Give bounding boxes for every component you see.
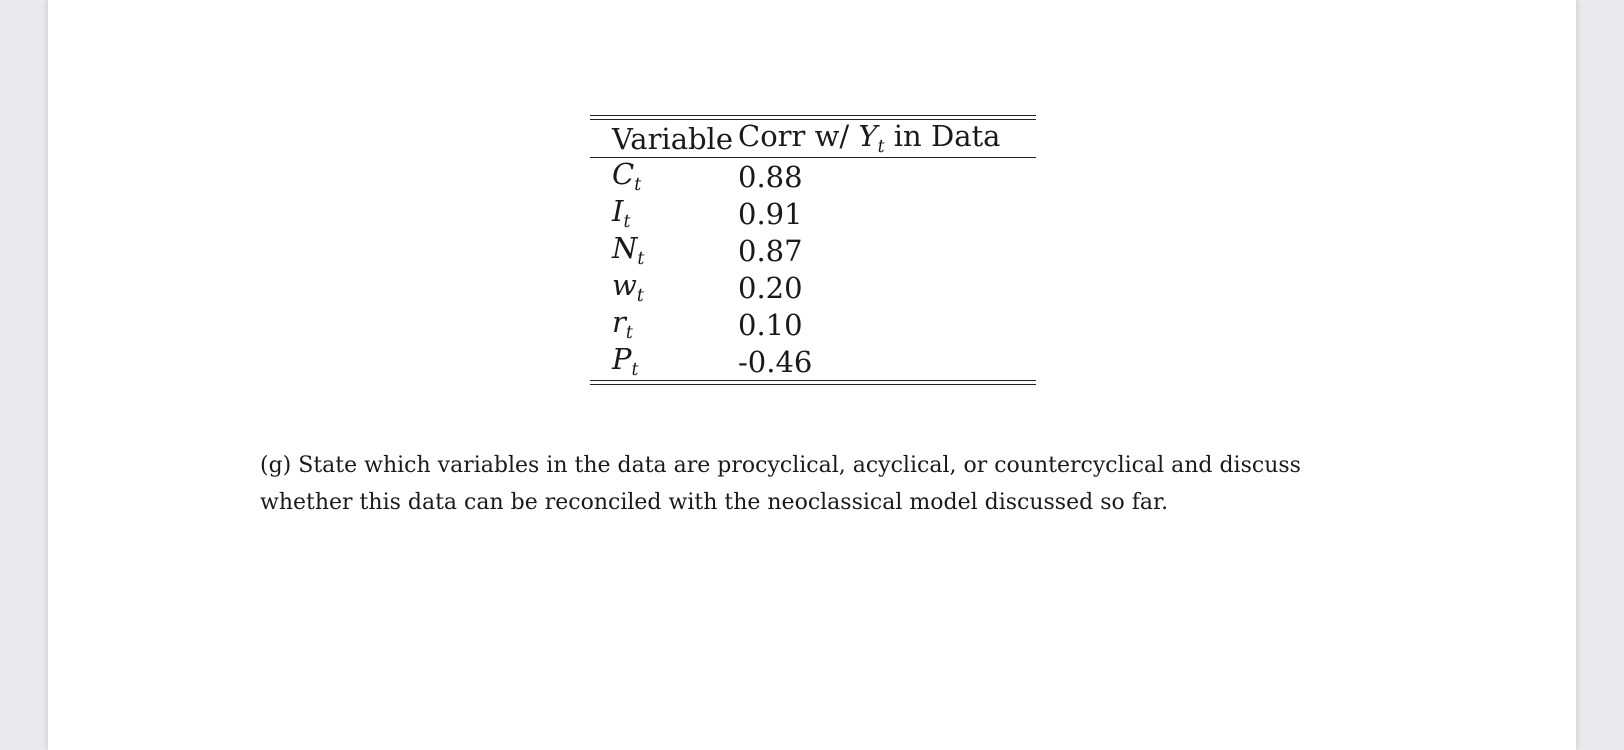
table-row [590, 269, 1036, 306]
header-variable: Variable [612, 121, 733, 156]
row-variable-symbol: C [612, 157, 635, 192]
row-variable-symbol: P [612, 342, 632, 377]
row-variable [590, 268, 738, 306]
header-corr-symbol-subscript: t [877, 137, 885, 158]
row-variable [590, 342, 738, 380]
row-value: 0.20 [738, 270, 803, 305]
row-variable-subscript: t [634, 175, 642, 196]
row-variable-symbol: N [612, 231, 638, 266]
row-value: -0.46 [738, 344, 813, 379]
row-variable-subscript: t [637, 249, 645, 270]
row-variable-subscript: t [636, 286, 644, 307]
row-value: 0.10 [738, 307, 803, 342]
row-variable [590, 231, 738, 269]
row-variable [590, 305, 738, 343]
row-variable [590, 194, 738, 232]
row-value: 0.87 [738, 233, 803, 268]
row-value: 0.91 [738, 196, 803, 231]
table-bottom-rule [590, 380, 1036, 385]
row-value: 0.88 [738, 159, 803, 194]
table-row [590, 306, 1036, 343]
table-row [590, 195, 1036, 232]
header-correlation [738, 119, 1036, 157]
table-row [590, 158, 1036, 195]
row-variable-subscript: t [631, 360, 639, 381]
header-corr-prefix: Corr w/ [738, 119, 859, 154]
row-variable-subscript: t [623, 212, 631, 233]
row-variable-subscript: t [625, 323, 633, 344]
row-variable-symbol: w [612, 268, 637, 303]
table-header-row [590, 120, 1036, 157]
header-corr-symbol-letter: Y [858, 119, 878, 154]
header-corr-suffix: in Data [884, 119, 1001, 154]
row-variable-symbol: I [612, 194, 624, 229]
document-page [48, 0, 1576, 750]
row-variable-symbol: r [612, 305, 626, 340]
table-row [590, 232, 1036, 269]
correlation-table [590, 115, 1036, 385]
header-corr-symbol [858, 119, 885, 158]
table-row [590, 343, 1036, 380]
question-text: (g) State which variables in the data are procyclical, acyclical, or countercyclical and discuss whether this data can be reconciled with the neoclassical model discussed so far. [260, 453, 1301, 515]
row-variable [590, 157, 738, 195]
